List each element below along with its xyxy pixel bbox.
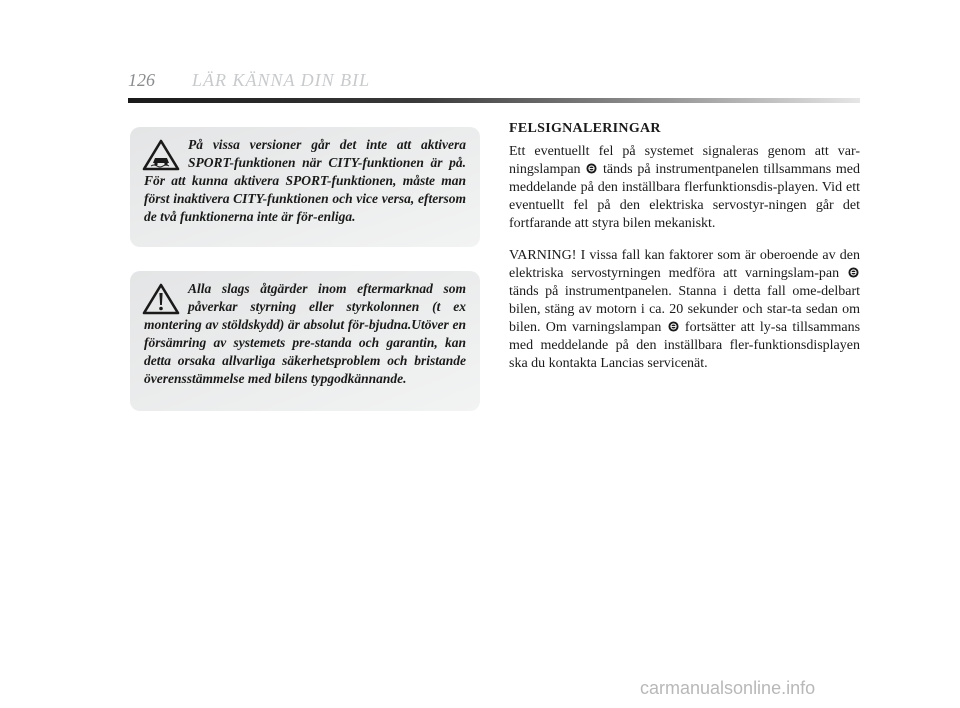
warning-text-2: Alla slags åtgärder inom eftermarknad som påverkar styrning eller styrkolonnen (t ex montering av stöldskydd) är absolut för-bjudna.Utöver en försämring av systemets pre-standa och garantin, kan detta orsaka allvarliga säkerhetsproblem och bristande överensstämmelse med bilens typgodkännande. bbox=[144, 281, 466, 386]
watermark: carmanualsonline.info bbox=[640, 678, 816, 698]
warning-box-2 bbox=[130, 271, 480, 411]
warning-text-1: På vissa versioner går det inte att aktivera SPORT-funktionen när CITY-funktionen är på. För att kunna aktivera SPORT-funktionen, måste man först inaktivera CITY-funktionen och vice versa, eftersom de två funktionerna inte är för-enliga. bbox=[144, 137, 466, 224]
steering-warning-lamp-icon bbox=[586, 163, 597, 174]
section-title: LÄR KÄNNA DIN BIL bbox=[192, 70, 371, 90]
car-warning-icon bbox=[142, 138, 180, 172]
page-number: 126 bbox=[128, 70, 155, 90]
felsignaleringar-heading: FELSIGNALERINGAR bbox=[509, 121, 661, 136]
felsignaleringar-paragraph-2: VARNING! I vissa fall kan faktorer som är oberoende av den elektriska servostyrningen medföra att varningslam-pan tänds på instrumentpanelen. Stanna i detta fall ome-delbart bilen, stäng av motorn i ca. 20 sekunder och star-ta sedan om bilen. Om varningslampan fortsätter att ly-sa tillsammans med meddelande på den inställbara fler-funktionsdisplayen ska du kontakta Lancias servicenät. bbox=[509, 248, 861, 371]
steering-warning-lamp-icon bbox=[848, 267, 859, 278]
exclamation-warning-icon bbox=[142, 282, 180, 316]
header-rule bbox=[128, 98, 860, 103]
warning-box-1 bbox=[130, 127, 480, 247]
felsignaleringar-section bbox=[509, 121, 860, 387]
felsignaleringar-paragraph-1: Ett eventuellt fel på systemet signaleras genom att var-ningslampan tänds på instrumentpanelen tillsammans med meddelande på den inställbara flerfunktionsdis-playen. Vid ett eventuellt fel på den elektriska servostyr-ningen går det fortfarande att styra bilen mekaniskt. bbox=[509, 144, 860, 231]
steering-warning-lamp-icon bbox=[668, 321, 679, 332]
